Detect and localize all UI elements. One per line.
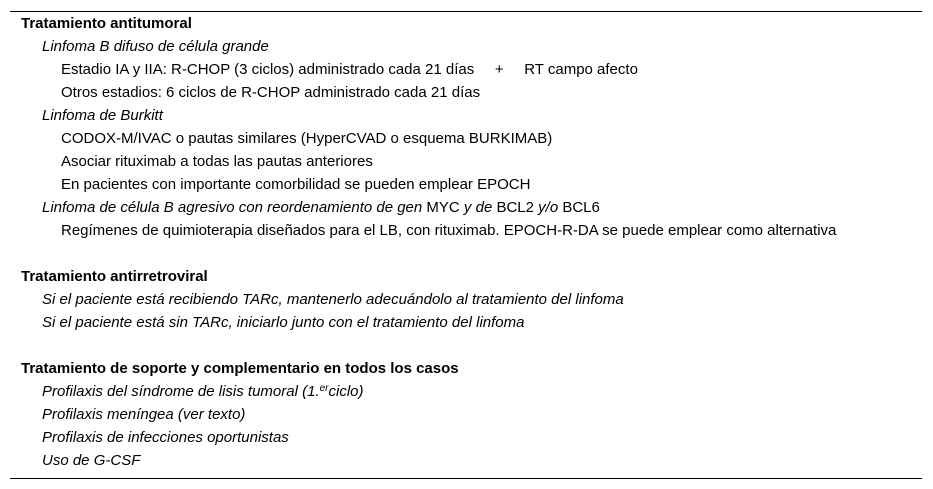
soporte-item-1 [42,383,364,401]
antirretroviral-heading: Tratamiento antirretroviral [21,268,208,285]
soporte-item-1-b: ciclo) [328,383,364,400]
soporte-item-2: Profilaxis meníngea (ver texto) [42,406,246,423]
ordinal-superscript: er [319,383,329,394]
rt-text: RT campo afecto [524,61,638,78]
soporte-item-1-a: Profilaxis del síndrome de lisis tumoral (1. [42,383,320,400]
antitumoral-heading: Tratamiento antitumoral [21,15,192,32]
dlbcl-title: Linfoma B difuso de célula grande [42,38,269,55]
burkitt-item-1: CODOX-M/IVAC o pautas similares (HyperCVAD o esquema BURKIMAB) [61,130,553,147]
antirretroviral-item-1: Si el paciente está recibiendo TARc, mantenerlo adecuándolo al tratamiento del linfoma [42,291,624,308]
treatment-table [10,11,922,479]
burkitt-title: Linfoma de Burkitt [42,107,163,124]
aggressive-title [42,199,600,217]
antirretroviral-item-2: Si el paciente está sin TARc, iniciarlo junto con el tratamiento del linfoma [42,314,525,331]
gene-bcl2: BCL2 [496,199,534,216]
aggressive-title-a: Linfoma de célula B agresivo con reordenamiento de gen [42,199,427,216]
soporte-heading: Tratamiento de soporte y complementario en todos los casos [21,360,459,377]
soporte-item-3: Profilaxis de infecciones oportunistas [42,429,289,446]
dlbcl-early-stage-row [61,61,638,79]
dlbcl-early-stage-text: Estadio IA y IIA: R-CHOP (3 ciclos) administrado cada 21 días [61,61,475,78]
aggressive-item-1: Regímenes de quimioterapia diseñados para el LB, con rituximab. EPOCH-R-DA se puede emplear como alternativa [61,222,837,239]
dlbcl-other-stages: Otros estadios: 6 ciclos de R-CHOP administrado cada 21 días [61,84,481,101]
soporte-item-4: Uso de G-CSF [42,452,141,469]
gene-myc: MYC [426,199,460,216]
aggressive-title-b: y de [459,199,497,216]
burkitt-item-2: Asociar rituximab a todas las pautas anteriores [61,153,373,170]
gene-bcl6: BCL6 [562,199,600,216]
burkitt-item-3: En pacientes con importante comorbilidad se pueden emplear EPOCH [61,176,531,193]
aggressive-title-c: y/o [533,199,563,216]
plus-sign: + [494,61,504,78]
